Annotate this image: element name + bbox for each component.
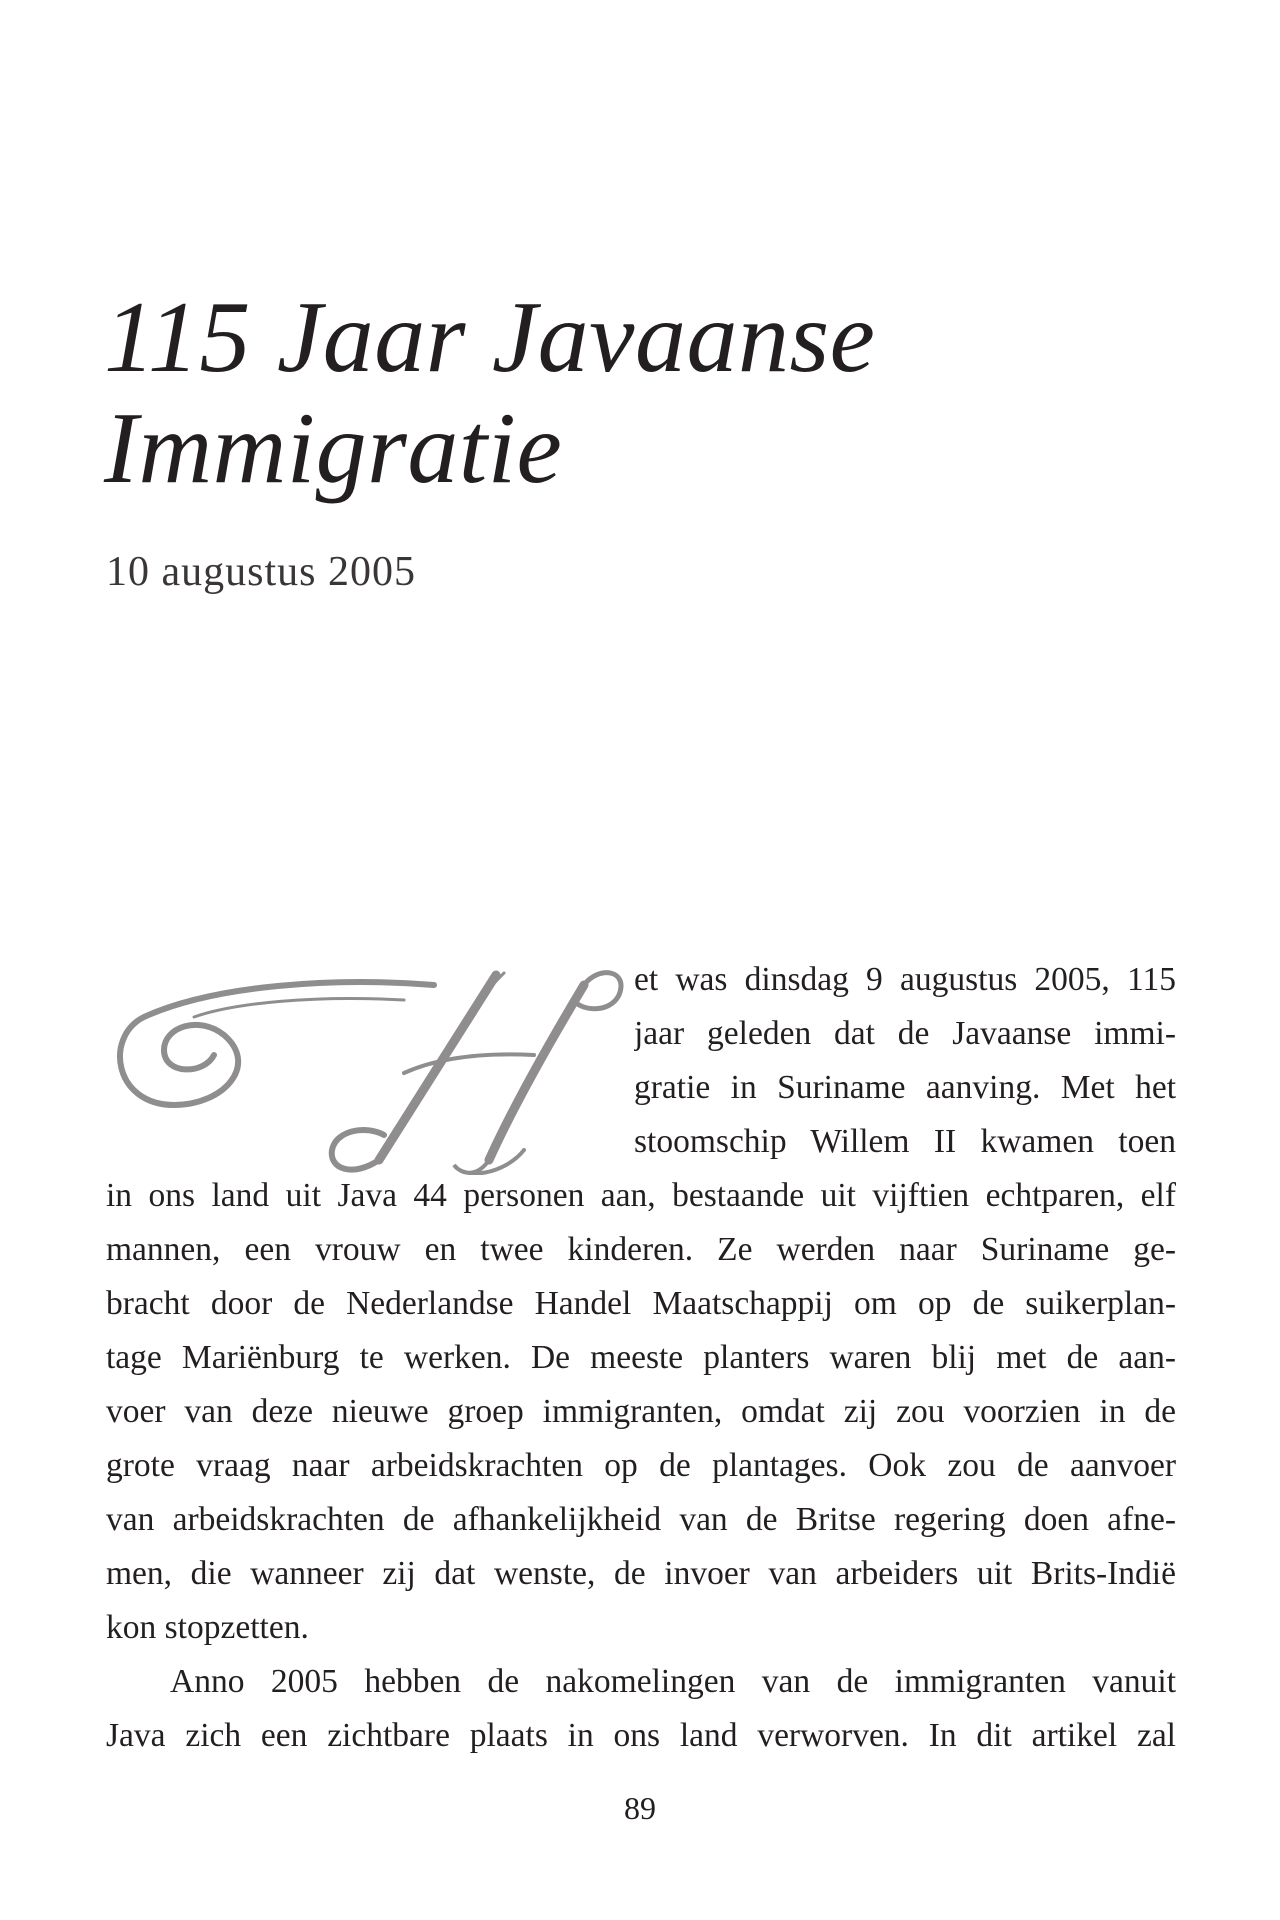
chapter-date: 10 augustus 2005	[106, 549, 416, 595]
paragraph-1-line: kon stopzetten.	[106, 1609, 309, 1646]
paragraph-1-line: mannen, een vrouw en twee kinderen. Ze werden naar Suriname ge-	[106, 1231, 1176, 1268]
paragraph-1-line: tage Mariënburg te werken. De meeste planters waren blij met de aan-	[106, 1339, 1176, 1376]
paragraph-2-line: Java zich een zichtbare plaats in ons land verworven. In dit artikel zal	[106, 1717, 1176, 1754]
paragraph-1-line: bracht door de Nederlandse Handel Maatschappij om op de suikerplan-	[106, 1285, 1176, 1322]
body-text	[106, 953, 1176, 1763]
paragraph-2-line: Anno 2005 hebben de nakomelingen van de immigranten vanuit	[170, 1663, 1176, 1700]
chapter-title-line-1: 115 Jaar Javaanse	[104, 281, 876, 394]
chapter-title-line-2: Immigratie	[104, 392, 563, 505]
paragraph-1-line: et was dinsdag 9 augustus 2005, 115	[634, 961, 1176, 998]
chapter-title	[104, 282, 1104, 504]
paragraph-1-line: jaar geleden dat de Javaanse immi-	[634, 1015, 1176, 1052]
paragraph-1-line: men, die wanneer zij dat wenste, de invoer van arbeiders uit Brits-Indië	[106, 1555, 1176, 1592]
paragraph-1-line: stoomschip Willem II kwamen toen	[634, 1123, 1176, 1160]
paragraph-1-line: gratie in Suriname aanving. Met het	[634, 1069, 1176, 1106]
paragraph-1-line: grote vraag naar arbeidskrachten op de plantages. Ook zou de aanvoer	[106, 1447, 1176, 1484]
page-number: 89	[624, 1790, 656, 1826]
paragraph-1-line: in ons land uit Java 44 personen aan, bestaande uit vijftien echtparen, elf	[106, 1177, 1176, 1214]
paragraph-1-line: van arbeidskrachten de afhankelijkheid van de Britse regering doen afne-	[106, 1501, 1176, 1538]
paragraph-1-line: voer van deze nieuwe groep immigranten, omdat zij zou voorzien in de	[106, 1393, 1176, 1430]
